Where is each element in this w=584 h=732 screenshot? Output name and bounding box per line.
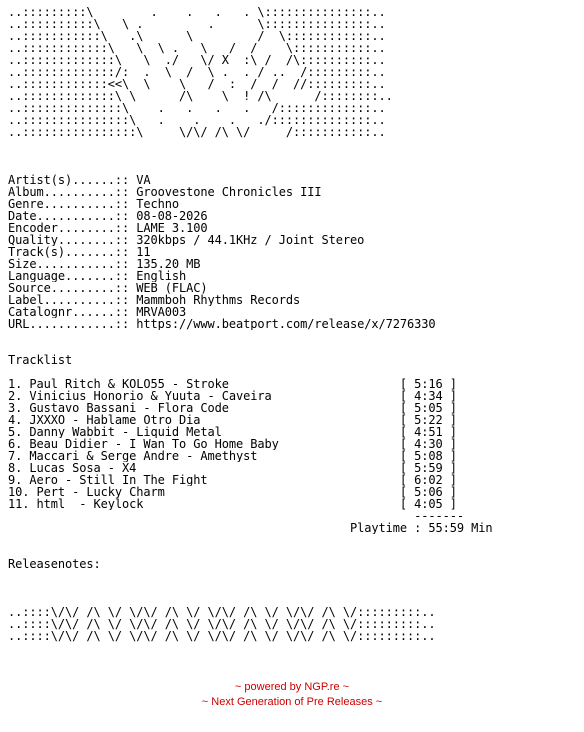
- powered-by: ~ powered by NGP.re ~: [234, 681, 350, 693]
- track-title: 4. JXXXO - Hablame Otro Dia: [8, 414, 400, 426]
- info-key: Source.........::: [8, 282, 137, 294]
- track-title: 11. html_ - Keylock: [8, 498, 400, 510]
- info-row: [8, 246, 584, 258]
- track-row: [8, 426, 584, 438]
- ascii-art-line: ..::::::::::::<<\ \ \ / : / / //:::::::::..: [8, 78, 386, 90]
- tracklist-heading: Tracklist: [8, 354, 73, 366]
- releasenotes-heading: Releasenotes:: [8, 558, 101, 570]
- track-title: 5. Danny Wabbit - Liquid Metal: [8, 426, 400, 438]
- track-title: 10. Pert - Lucky Charm: [8, 486, 400, 498]
- info-value: https://www.beatport.com/release/x/7276330: [136, 318, 436, 330]
- info-value: 135.20 MB: [136, 258, 201, 270]
- track-title: 9. Aero - Still In The Fight: [8, 474, 400, 486]
- ascii-art-line: ..:::::::::::::::\ . . . ./::::::::::::::..: [8, 114, 386, 126]
- info-row: [8, 210, 584, 222]
- info-key: Quality........::: [8, 234, 137, 246]
- track-time: [ 5:59 ]: [399, 462, 457, 474]
- ascii-art-line: ..:::::::::\ ____ . . . . \:::::::::::::::..: [8, 6, 386, 18]
- footer-ascii-art: [8, 606, 584, 642]
- info-value: English: [136, 270, 187, 282]
- ascii-art-line: ..:::::::::::::\_\______/\____\__!_/\______/::::::::..: [8, 90, 393, 102]
- info-row: [8, 234, 584, 246]
- ascii-art-line: ..::::::::::::::\ . . . . /:::::::::::::..: [8, 102, 386, 114]
- track-time: [ 5:22 ]: [399, 414, 457, 426]
- tracklist: [8, 378, 584, 510]
- playtime-separator: -------: [8, 510, 464, 522]
- info-value: MRVA003: [136, 306, 187, 318]
- info-key: Language.......::: [8, 270, 137, 282]
- info-key: Album..........::: [8, 186, 137, 198]
- info-key: Date...........::: [8, 210, 137, 222]
- header-ascii-art: [8, 6, 584, 138]
- info-key: Catalognr......::: [8, 306, 137, 318]
- info-row: [8, 186, 584, 198]
- info-key: Encoder........::: [8, 222, 137, 234]
- playtime: Playtime : 55:59 Min: [8, 522, 493, 534]
- tagline: ~ Next Generation of Pre Releases ~: [201, 696, 383, 708]
- info-value: WEB (FLAC): [136, 282, 208, 294]
- ascii-art-line: ..::::::::::::\ \ \ . \ / / \:::::::::::..: [8, 42, 386, 54]
- track-row: [8, 438, 584, 450]
- ascii-art-line: ..::::\/\/ /\ \/ \/\/ /\ \/ \/\/ /\ \/ \/\/ /\ \/:::::::::..: [8, 606, 436, 618]
- track-row: [8, 378, 584, 390]
- info-key: Label..........::: [8, 294, 137, 306]
- ascii-art-line: ..:::::::::::\ .\___ \ ______ / \::::::::::::..: [8, 30, 386, 42]
- info-row: [8, 318, 584, 330]
- ascii-art-line: ..::::::::::\ \ .______ . ___\:::::::::::::::..: [8, 18, 386, 30]
- track-row: [8, 462, 584, 474]
- info-key: Genre..........::: [8, 198, 137, 210]
- info-row: [8, 306, 584, 318]
- track-time: [ 6:02 ]: [399, 474, 457, 486]
- track-time: [ 4:30 ]: [399, 438, 457, 450]
- info-row: [8, 198, 584, 210]
- track-time: [ 4:05 ]: [399, 498, 457, 510]
- track-title: 2. Vinicius Honorio & Yuuta - Caveira: [8, 390, 400, 402]
- ascii-art-line: ..::::\/\/ /\ \/ \/\/ /\ \/ \/\/ /\ \/ \/\/ /\ \/:::::::::..: [8, 618, 436, 630]
- info-value: 08-08-2026: [136, 210, 208, 222]
- track-title: 3. Gustavo Bassani - Flora Code: [8, 402, 400, 414]
- info-row: [8, 222, 584, 234]
- track-time: [ 5:06 ]: [399, 486, 457, 498]
- ascii-art-line: ..::::::::::::::::\_____\/\/ /\ \/_____/:::::::::::..: [8, 126, 386, 138]
- ascii-art-line: ..::::\/\/ /\ \/ \/\/ /\ \/ \/\/ /\ \/ \/\/ /\ \/:::::::::..: [8, 630, 436, 642]
- info-value: 320kbps / 44.1KHz / Joint Stereo: [136, 234, 365, 246]
- ascii-art-line: ..:::::::::::::/: . \ / \ . . / .. /:::::::::..: [8, 66, 386, 78]
- track-time: [ 4:34 ]: [399, 390, 457, 402]
- track-row: [8, 474, 584, 486]
- track-row: [8, 414, 584, 426]
- track-row: [8, 390, 584, 402]
- track-row: [8, 402, 584, 414]
- track-row: [8, 498, 584, 510]
- info-key: URL............::: [8, 318, 137, 330]
- info-row: [8, 294, 584, 306]
- info-row: [8, 282, 584, 294]
- info-value: LAME 3.100: [136, 222, 208, 234]
- info-key: Track(s).......::: [8, 246, 137, 258]
- track-time: [ 5:08 ]: [399, 450, 457, 462]
- info-value: 11: [136, 246, 151, 258]
- ascii-art-line: ..:::::::::::::\ \ ./ \/ X :\ / /\::::::::::..: [8, 54, 386, 66]
- track-title: 6. Beau Didier - I Wan To Go Home Baby: [8, 438, 400, 450]
- track-time: [ 4:51 ]: [399, 426, 457, 438]
- info-row: [8, 270, 584, 282]
- track-time: [ 5:05 ]: [399, 402, 457, 414]
- info-value: VA: [136, 174, 151, 186]
- info-row: [8, 258, 584, 270]
- track-title: 1. Paul Ritch & KOLO55 - Stroke: [8, 378, 400, 390]
- track-time: [ 5:16 ]: [399, 378, 457, 390]
- track-row: [8, 450, 584, 462]
- track-title: 7. Maccari & Serge Andre - Amethyst: [8, 450, 400, 462]
- track-title: 8. Lucas Sosa - X4: [8, 462, 400, 474]
- info-value: Techno: [136, 198, 179, 210]
- nfo-document: [8, 6, 584, 642]
- info-value: Mammboh Rhythms Records: [136, 294, 301, 306]
- track-row: [8, 486, 584, 498]
- info-key: Size...........::: [8, 258, 137, 270]
- release-info: [8, 174, 584, 330]
- info-key: Artist(s)......::: [8, 174, 137, 186]
- info-row: [8, 174, 584, 186]
- info-value: Groovestone Chronicles III: [136, 186, 322, 198]
